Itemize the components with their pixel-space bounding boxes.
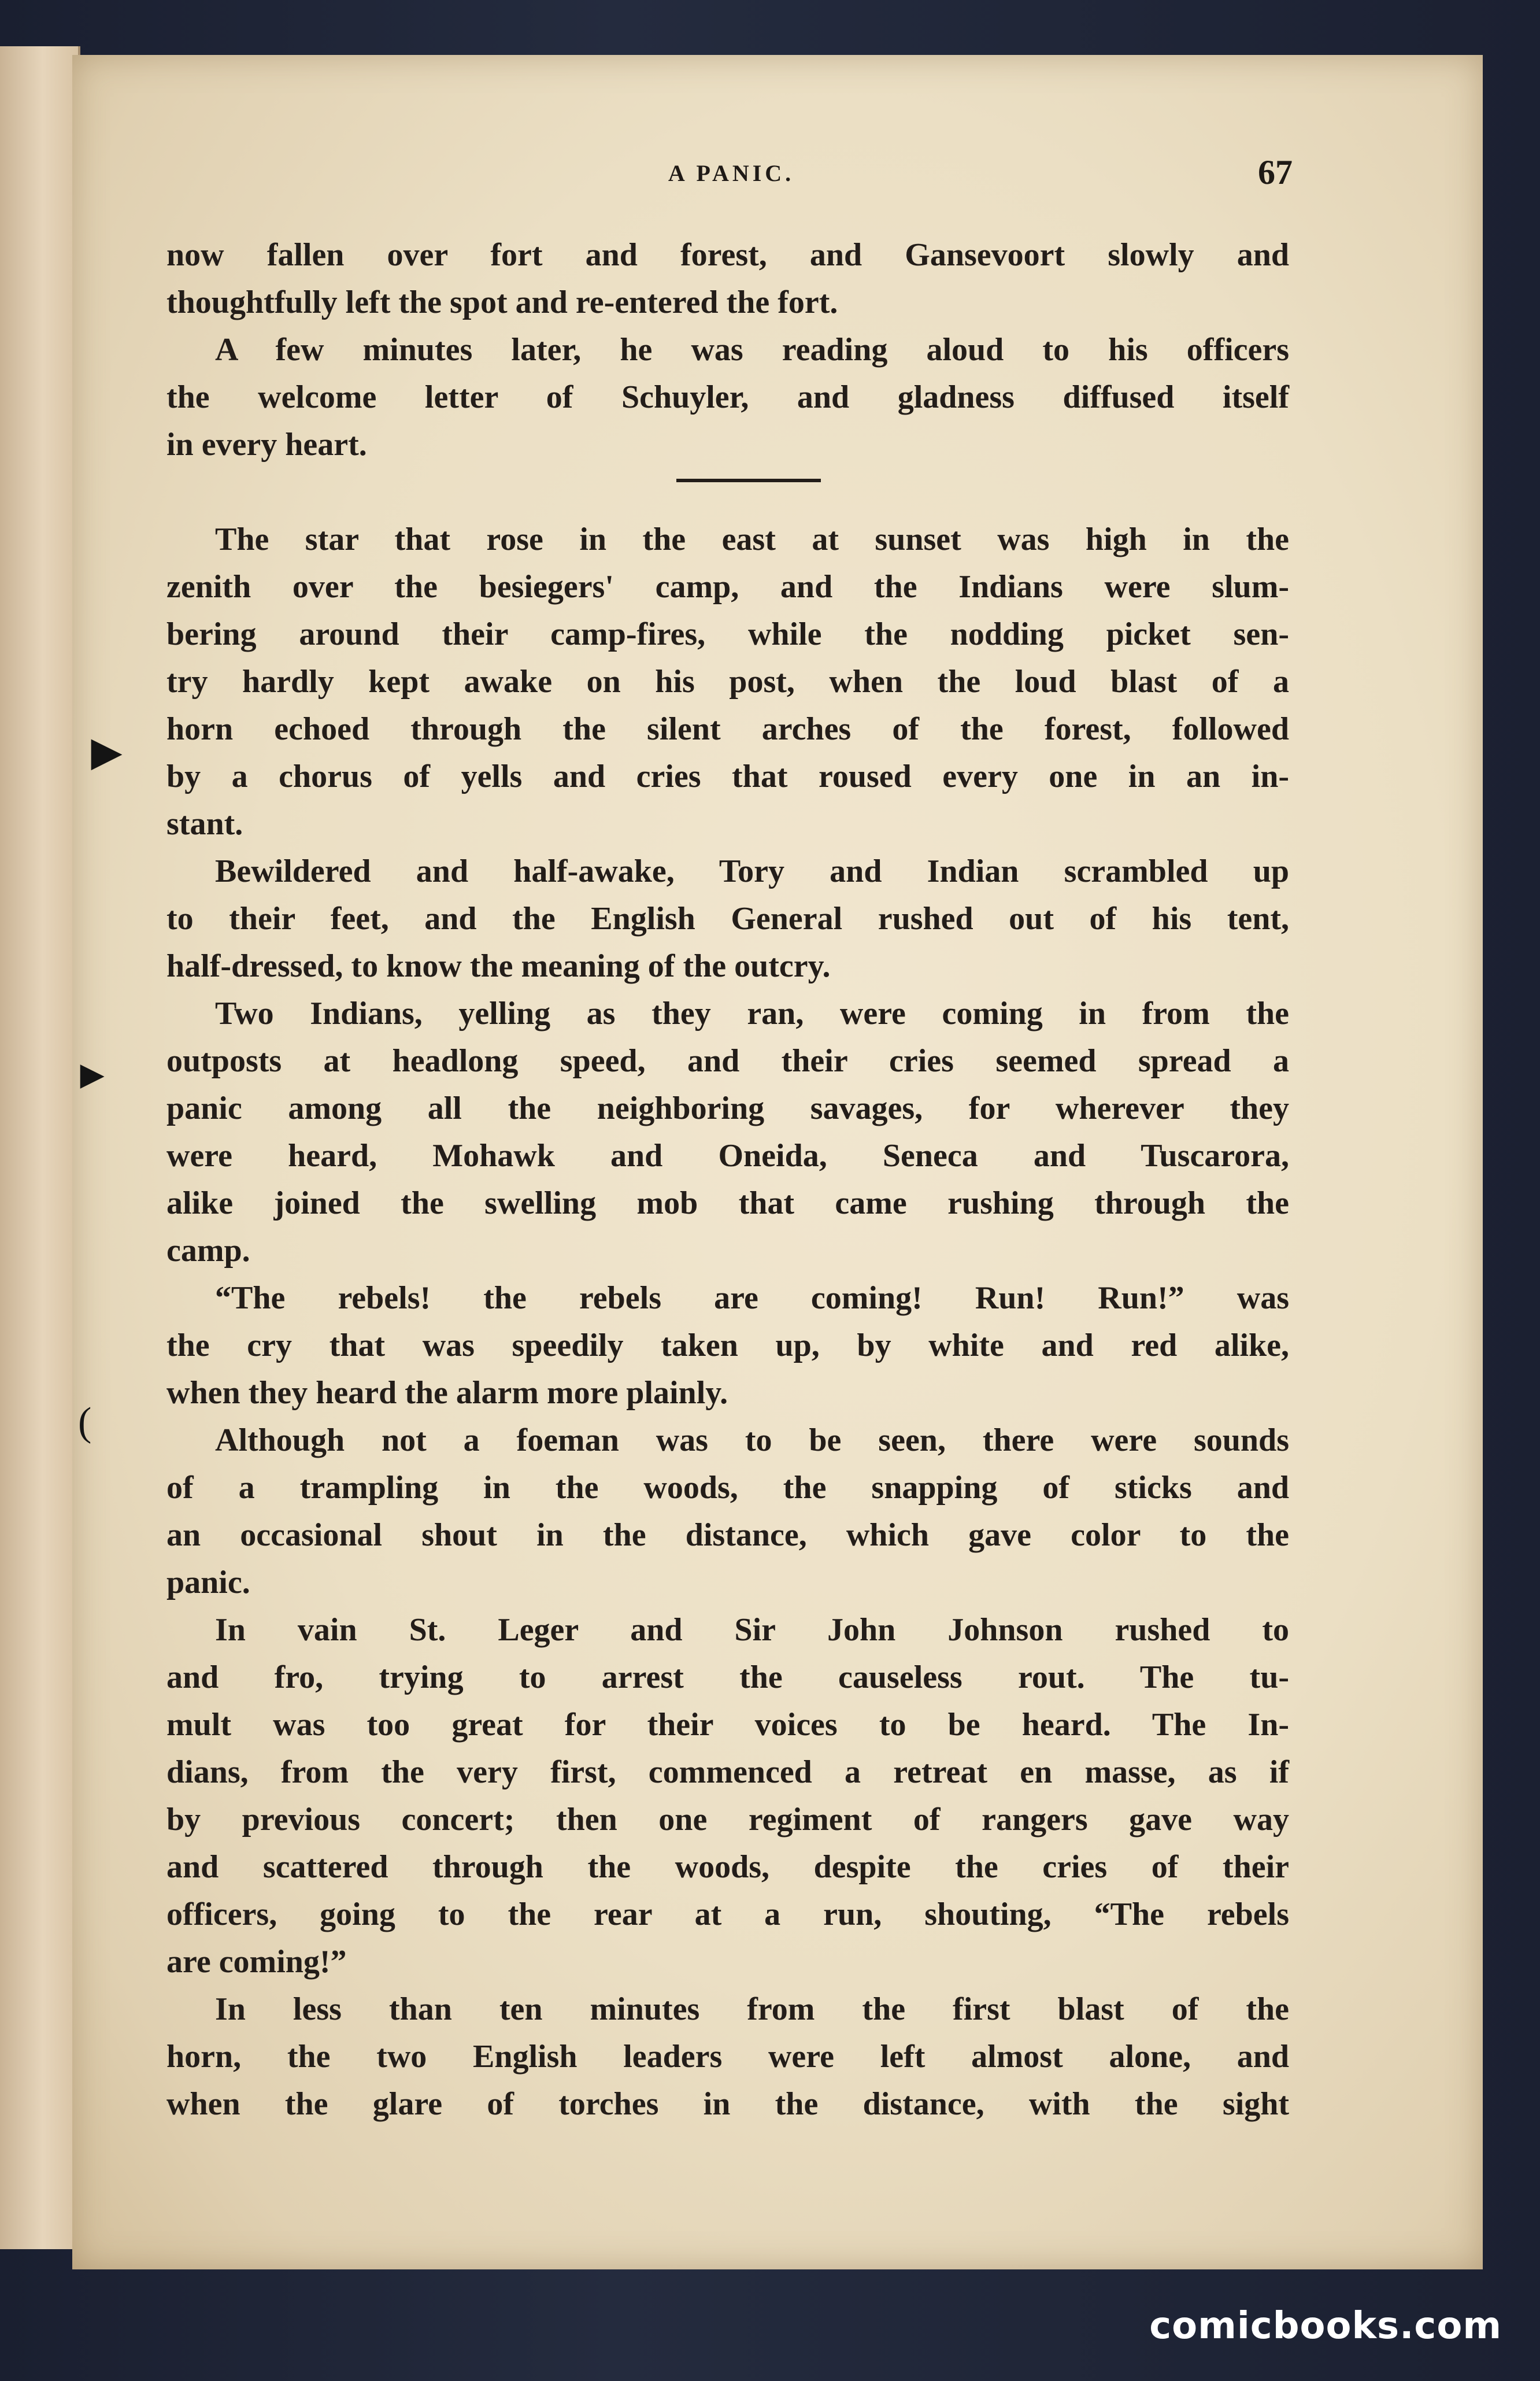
text-line: The star that rose in the east at sunset was high in the <box>215 522 1289 557</box>
text-line: In less than ten minutes from the first blast of the <box>215 1991 1289 2027</box>
text-line: by previous concert; then one regiment of rangers gave way <box>166 1802 1289 1837</box>
text-line: panic. <box>166 1565 250 1600</box>
text-line: dians, from the very first, commenced a retreat en masse, as if <box>166 1754 1289 1790</box>
text-line: “The rebels! the rebels are coming! Run! Run!” was <box>215 1280 1289 1316</box>
text-line: Two Indians, yelling as they ran, were coming in from the <box>215 996 1289 1031</box>
edge-mark-top: ► <box>81 724 133 781</box>
blank-line <box>166 468 1289 516</box>
text-line: camp. <box>166 1233 250 1269</box>
text-line: were heard, Mohawk and Oneida, Seneca and Tuscarora, <box>166 1138 1289 1174</box>
text-line: outposts at headlong speed, and their cries seemed spread a <box>166 1043 1289 1079</box>
text-line: zenith over the besiegers' camp, and the Indians were slum- <box>166 569 1289 605</box>
text-line: and fro, trying to arrest the causeless rout. The tu- <box>166 1659 1289 1695</box>
text-line: bering around their camp-fires, while the nodding picket sen- <box>166 616 1289 652</box>
text-line: In vain St. Leger and Sir John Johnson rushed to <box>215 1612 1289 1648</box>
text-line: by a chorus of yells and cries that roused every one in an in- <box>166 759 1289 794</box>
text-line: when they heard the alarm more plainly. <box>166 1375 728 1411</box>
text-line: A few minutes later, he was reading aloud to his officers <box>215 332 1289 368</box>
text-line: and scattered through the woods, despite the cries of their <box>166 1849 1289 1885</box>
text-line: an occasional shout in the distance, which gave color to the <box>166 1517 1289 1553</box>
text-line: the welcome letter of Schuyler, and gladness diffused itself <box>166 379 1289 415</box>
edge-mark-bracket: ( <box>78 1400 92 1444</box>
text-line: officers, going to the rear at a run, shouting, “The rebels <box>166 1896 1289 1932</box>
text-line: horn echoed through the silent arches of the forest, followed <box>166 711 1289 747</box>
text-line: are coming!” <box>166 1944 347 1980</box>
text-line: try hardly kept awake on his post, when the loud blast of a <box>166 664 1289 700</box>
running-head: A PANIC. <box>668 160 795 186</box>
text-line: in every heart. <box>166 427 367 463</box>
text-line: of a trampling in the woods, the snapping of sticks and <box>166 1470 1289 1506</box>
text-line: horn, the two English leaders were left almost alone, and <box>166 2039 1289 2075</box>
text-line: to their feet, and the English General rushed out of his tent, <box>166 901 1289 937</box>
text-line: stant. <box>166 806 243 842</box>
text-line: Although not a foeman was to be seen, there were sounds <box>215 1422 1289 1458</box>
edge-mark-middle: ► <box>72 1053 113 1097</box>
site-watermark: comicbooks.com <box>1149 2305 1502 2347</box>
facing-page-edge <box>0 46 80 2249</box>
text-line: half-dressed, to know the meaning of the outcry. <box>166 948 831 984</box>
page-number: 67 <box>1258 153 1293 191</box>
text-line: now fallen over fort and forest, and Gansevoort slowly and <box>166 237 1289 273</box>
text-line: alike joined the swelling mob that came rushing through the <box>166 1185 1289 1221</box>
text-line: when the glare of torches in the distance, with the sight <box>166 2086 1289 2122</box>
text-line: thoughtfully left the spot and re-entered the fort. <box>166 284 838 320</box>
text-line: Bewildered and half-awake, Tory and Indian scrambled up <box>215 853 1289 889</box>
text-line: the cry that was speedily taken up, by white and red alike, <box>166 1328 1289 1363</box>
text-line: panic among all the neighboring savages, for wherever they <box>166 1090 1289 1126</box>
text-line: mult was too great for their voices to be heard. The In- <box>166 1707 1289 1743</box>
page-header <box>173 153 1293 202</box>
body-text <box>166 231 1289 2128</box>
